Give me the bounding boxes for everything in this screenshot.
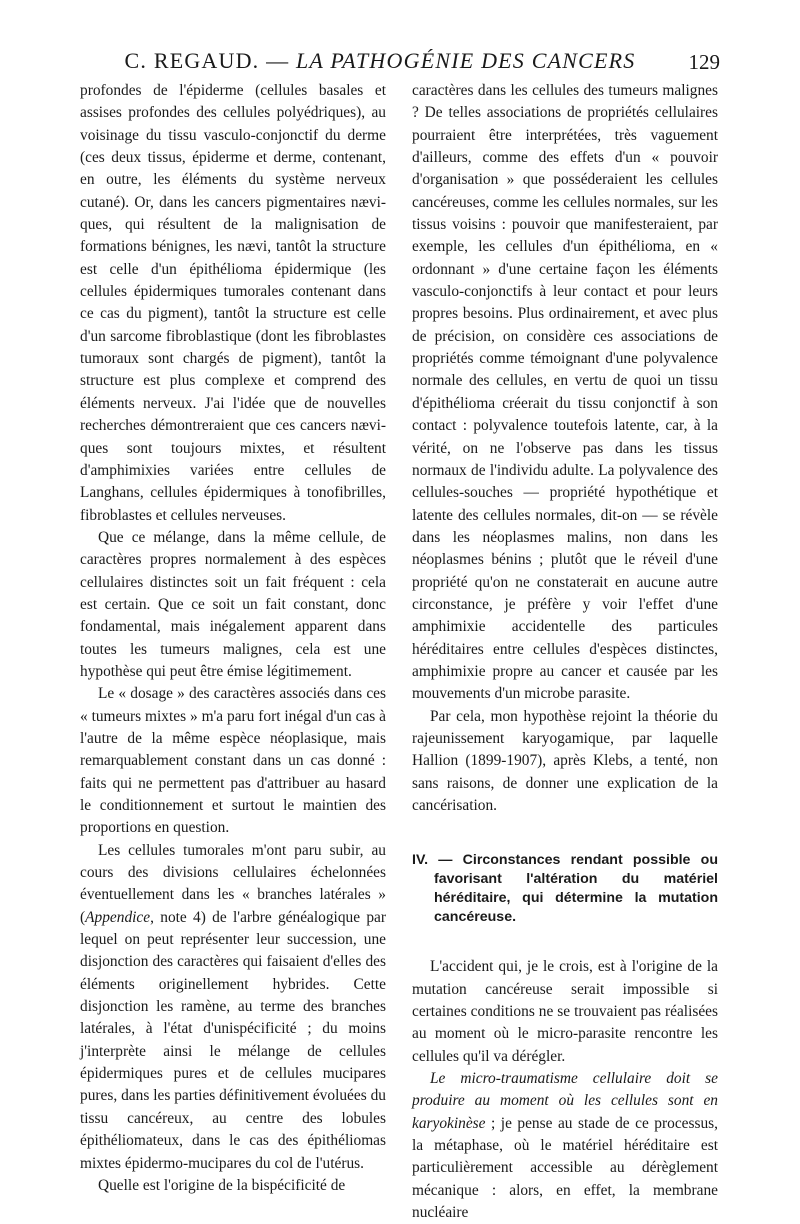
running-head-separator: — [259, 48, 296, 73]
right-paragraph-2: Par cela, mon hypothèse rejoint la théorie du rajeunissement karyogamique, par laquelle Hallion (1899-1907), après Klebs, a tenté, non sans raisons, de donner une explication de la cancérisation. [412, 707, 718, 814]
running-head [80, 48, 680, 74]
appendice-reference: Appendice [85, 908, 151, 926]
left-column [80, 80, 386, 1197]
right-paragraph-4-end: ; je pense au stade de ce processus, la métaphase, où le matériel héréditaire est particulièrement accessible au dérèglement mécanique : alors, en effet, la membrane nucléaire [412, 1114, 718, 1222]
left-paragraph-2: Que ce mélange, dans la même cellule, de caractères propres normalement à des espèces cellulaires distinctes soit un fait fréquent : cela est certain. Que ce soit un fait constant, donc fondamental, mais inégalement apparent dans toutes les tumeurs malignes, cela est une hypothèse qui peut être émise légitimement. [80, 528, 386, 680]
page-number: 129 [688, 50, 720, 74]
right-paragraph-3: L'accident qui, je le crois, est à l'origine de la mutation cancéreuse serait impossible si certaines conditions ne se trouvaient pas réalisées au moment où le micro-parasite rencontre les cellules qu'il va dérégler. [412, 958, 718, 1065]
running-head-title: LA PATHOGÉNIE DES CANCERS [296, 48, 636, 73]
right-paragraph-4 [412, 1068, 718, 1224]
running-head-author: C. REGAUD. [124, 48, 260, 73]
left-paragraph-1: profondes de l'épiderme (cellules basales et assises profondes des cellules polyédriques), au voisinage du tissu vasculo-conjonctif du derme (ces deux tissus, épiderme et derme, contenant, en outre, les éléments du système nerveux cutané). Or, dans les cancers pigmentaires næviques, qui résultent de la malignisation de formations bénignes, les nævi, tantôt la structure est celle d'un épithélioma épidermique (les cellules épidermiques tumorales contenant dans ce cas du pigment), tantôt la structure est celle d'un sarcome fibroblastique (dont les fibroblastes tumoraux sont chargés de pigment), tantôt la structure est plus complexe et comprend des éléments nerveux. J'ai l'idée que de nouvelles recherches démontreraient que ces cancers næviques sont toujours mixtes, et résultent d'amphimixies variées entre cellules de Langhans, cellules épidermiques à tonofibrilles, fibroblastes et cellules nerveuses. [80, 82, 386, 524]
left-paragraph-4 [80, 840, 386, 1175]
right-paragraph-1: caractères dans les cellules des tumeurs malignes ? De telles associations de propriétés cellulaires pourraient être interprétées, très vaguement d'ailleurs, comme des effets d'un « pouvoir d'organisation » que posséderaient les cellules cancéreuses, comme les cellules normales, sur les tissus voisins : pouvoir que manifesteraient, par exemple, les cellules d'un épithélioma, en « ordonnant » d'une certaine façon les éléments vasculo-conjonctifs à leur contact et pour leurs propres besoins. Plus ordinairement, et avec plus de précision, on considère ces associations de propriétés comme témoignant d'une polyvalence normale des cellules, en vertu de quoi un tissu d'épithélioma créerait du tissu conjonctif à son contact : polyvalence toutefois latente, car, à la vérité, on ne l'observe pas dans les tissus normaux de l'individu adulte. La polyvalence des cellules-souches — propriété hypothétique et latente des cellules normales, dit-on — se révèle dans les néoplasmes malins, non dans les néoplasmes bénins ; plutôt que le réveil d'une propriété qu'on ne constaterait en aucune autre circonstance, je préfère y voir l'effet d'une amphimixie accidentelle des particules héréditaires entre cellules d'espèces distinctes, amphimixie propre au cancer et causée par les mouvements d'un microbe parasite. [412, 82, 718, 703]
left-paragraph-3: Le « dosage » des caractères associés dans ces « tumeurs mixtes » m'a paru fort inégal d'un cas à l'autre de la même espèce néoplasique, mais remarquablement constant dans un cas donné : faits qui ne permettent pas d'attribuer au hasard le conditionnement et surtout le maintien des proportions en question. [80, 685, 386, 837]
page-header [80, 48, 720, 78]
right-column [412, 80, 718, 1224]
micro-traumatisme-emphasis: Le micro-traumatisme cellulaire doit se produire au moment où les cellules sont en karyokinèse [412, 1070, 718, 1132]
left-paragraph-4-end: , note 4) de l'arbre généalogique par lequel on peut représenter leur succession, une disjonction des caractères qui faisaient d'elles des éléments originellement hybrides. Cette disjonction les ramène, au terme des branches latérales, à l'état d'unispécificité ; du moins j'interprète ainsi le mélange de cellules épidermiques pures et de cellules mucipares pures, dans les parties définitivement évoluées du tissu cancéreux, au centre des lobules épithéliomateux, dans le cas des épithéliomas mixtes épidermo-mucipares du col de l'utérus. [80, 908, 386, 1172]
section-heading-iv: IV. — Circonstances rendant possible ou favorisant l'altération du matériel héréditaire, qui détermine la mutation cancéreuse. [412, 852, 718, 926]
left-paragraph-4-start: Les cellules tumorales m'ont paru subir, au cours des divisions cellulaires échelonnées éventuellement dans les « branches latérales » ( [80, 841, 386, 926]
left-paragraph-5: Quelle est l'origine de la bispécificité de [98, 1176, 346, 1194]
